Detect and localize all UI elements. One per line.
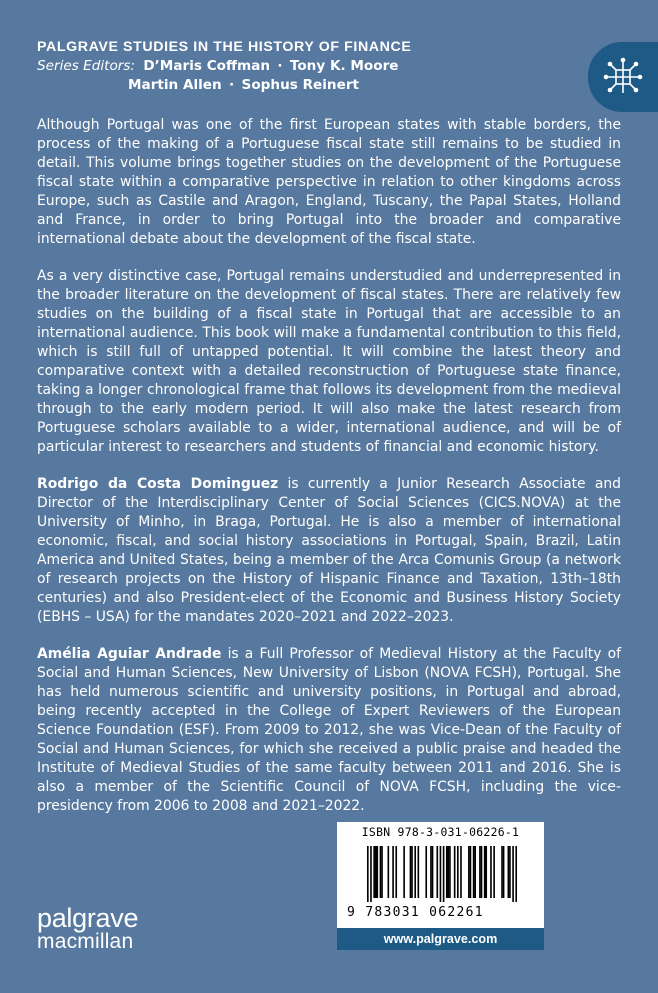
barcode-bar — [468, 846, 470, 898]
logo-line-macmillan: macmillan — [37, 930, 134, 953]
barcode-bar — [448, 846, 450, 898]
barcode-bar — [373, 846, 375, 898]
barcode-bar — [515, 846, 517, 902]
author-name: Amélia Aguiar Andrade — [37, 646, 222, 662]
barcode-bar — [512, 846, 514, 902]
barcode-bar — [410, 846, 412, 898]
description-paragraph: As a very distinctive case, Portugal remains understudied and underrepresented in the broader literature on the development of fiscal states. There are relatively few studies on the building of a fiscal state in Portugal that are accessible to an international audience. This book will make a fundamental contribution to this field, which is still full of untapped potential. It will combine the latest theory and comparative context with a detailed reconstruction of Portuguese state finance, taking a longer chronological frame that follows its development from the medieval through to the early modern period. It will also make the latest research from Portuguese scholars available to a wider, international audience, and will be of particular interest to researchers and students of financial and economic history. — [37, 268, 621, 455]
barcode-bar — [509, 846, 511, 898]
barcode-bar — [367, 846, 369, 902]
barcode-bar — [425, 846, 427, 898]
isbn-digits: 9 783031 062261 — [347, 905, 484, 920]
author-bio-text: is currently a Junior Research Associate and Director of the Interdisciplinary Center of Social Sciences (CICS.NOVA) at the University of Minho, in Braga, Portugal. He is also a member of international economic, fiscal, and social history associations in Portugal, Spain, Brazil, Latin America and United States, being a member of the Arca Comunis Group (a network of research projects on the History of Hispanic Finance and Taxation, 13th–18th centuries) and also President-elect of the Economic and Business History Society (EBHS – USA) for the mandates 2020–2021 and 2022–2023. — [37, 476, 621, 625]
barcode-bar — [395, 846, 397, 898]
barcode-bar — [449, 846, 451, 898]
barcode-bar — [430, 846, 432, 898]
barcode-bar — [501, 846, 503, 898]
series-editors-line-2 — [37, 76, 577, 95]
barcode-bar — [470, 846, 472, 898]
barcode-image — [367, 846, 517, 902]
barcode-bar — [375, 846, 377, 898]
author-name: Rodrigo da Costa Dominguez — [37, 476, 279, 492]
barcode-bar — [440, 846, 442, 902]
barcode-bar — [370, 846, 372, 902]
author-bio — [37, 475, 621, 627]
series-editor-name: Martin Allen — [128, 77, 222, 93]
barcode-bar — [388, 846, 390, 898]
barcode-bar — [503, 846, 505, 898]
description-paragraph: Although Portugal was one of the first European states with stable borders, the process of the making of a Portuguese fiscal state still remains to be studied in detail. This volume brings together studies on the development of the Portuguese fiscal state within a comparative perspective in relation to other kingdoms across Europe, such as Castile and Aragon, England, Tuscany, the Papal States, Holland and France, in order to bring Portugal into the broader and comparative international debate about the development of the fiscal state. — [37, 117, 621, 247]
barcode-bar — [414, 846, 416, 898]
barcode-bar — [446, 846, 448, 898]
editor-separator: · — [229, 77, 235, 93]
barcode-bar — [481, 846, 483, 898]
barcode-bar — [490, 846, 492, 898]
editor-separator: · — [277, 58, 283, 74]
series-editors-label: Series Editors: — [37, 58, 136, 74]
back-cover-blurb — [37, 116, 621, 834]
barcode-bar — [454, 846, 456, 898]
barcode-bar — [484, 846, 486, 898]
palgrave-macmillan-logo — [37, 905, 138, 953]
series-editors-line-1 — [37, 57, 577, 76]
isbn-label: ISBN 978-3-031-06226-1 — [361, 825, 520, 839]
series-header — [37, 37, 577, 95]
barcode-bar — [436, 846, 438, 898]
barcode-bar — [411, 846, 413, 898]
author-bio-text: is a Full Professor of Medieval History at the Faculty of Social and Human Sciences, New University of Lisbon (NOVA FCSH), Portugal. She has held numerous scientific and university positions, in Portugal and abroad, being recently accepted in the College of Expert Reviewers of the European Science Foundation (ESF). From 2009 to 2012, she was Vice-Dean of the Faculty of Social and Human Sciences, for which she received a public praise and headed the Institute of Medieval Studies of the same faculty between 2011 and 2016. She is also a member of the Scientific Council of NOVA FCSH, including the vice-presidency from 2006 to 2008 and 2021–2022. — [37, 646, 622, 814]
author-bio — [37, 645, 621, 816]
barcode-bar — [381, 846, 383, 898]
isbn-barcode-box — [337, 822, 544, 928]
barcode-bar — [380, 846, 382, 898]
barcode-bar — [479, 846, 481, 898]
barcode-bar — [485, 846, 487, 898]
barcode-bar — [392, 846, 394, 898]
springer-nodes-icon — [599, 53, 647, 101]
barcode-bar — [493, 846, 495, 898]
barcode-bar — [457, 846, 459, 898]
barcode-bar — [443, 846, 445, 902]
barcode-bar — [376, 846, 378, 898]
barcode-bar — [460, 846, 462, 898]
series-editor-name: D’Maris Coffman — [143, 58, 271, 74]
barcode-bar — [418, 846, 420, 898]
barcode-bar — [508, 846, 510, 898]
publisher-badge — [588, 42, 658, 112]
series-title: PALGRAVE STUDIES IN THE HISTORY OF FINANCE — [37, 39, 412, 55]
series-editor-name: Sophus Reinert — [241, 77, 360, 93]
publisher-website[interactable]: www.palgrave.com — [337, 928, 544, 950]
barcode-bar — [403, 846, 405, 898]
series-editor-name: Tony K. Moore — [289, 58, 399, 74]
barcode-bar — [432, 846, 434, 898]
logo-line-palgrave: palgrave — [37, 903, 139, 933]
barcode-bar — [473, 846, 475, 898]
barcode-bar — [474, 846, 476, 898]
